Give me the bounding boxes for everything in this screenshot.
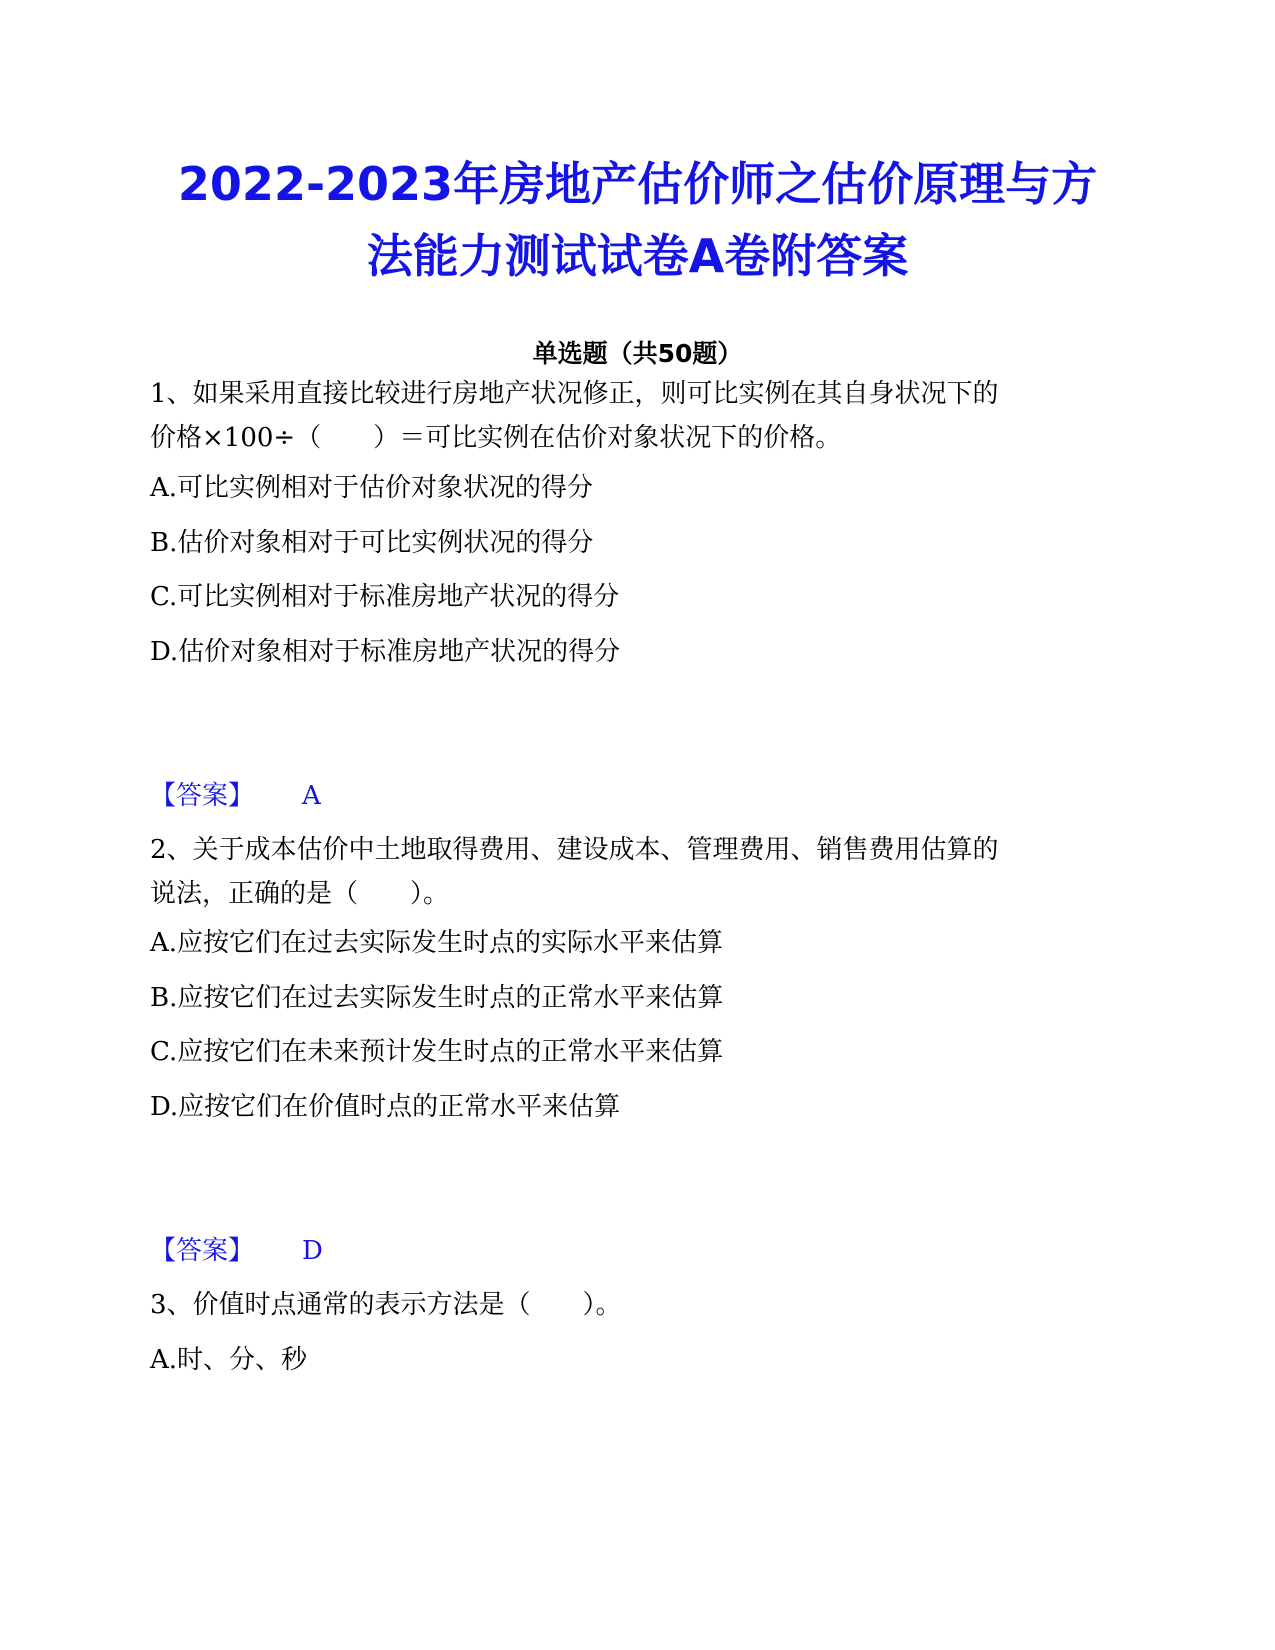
question-1-option-c: C.可比实例相对于标准房地产状况的得分 bbox=[150, 582, 620, 612]
question-1-option-d: D.估价对象相对于标准房地产状况的得分 bbox=[150, 637, 621, 667]
title-line-2: 法能力测试试卷A卷附答案 bbox=[366, 229, 909, 283]
document-title bbox=[100, 148, 1175, 292]
question-3-stem bbox=[150, 1283, 1110, 1327]
question-2-stem-line-2: 说法，正确的是（ ）。 bbox=[150, 879, 450, 909]
question-2-option-c: C.应按它们在未来预计发生时点的正常水平来估算 bbox=[150, 1037, 724, 1067]
question-1-answer bbox=[150, 776, 321, 816]
answer-label: 【答案】 bbox=[150, 1236, 255, 1266]
question-1-option-b: B.估价对象相对于可比实例状况的得分 bbox=[150, 528, 594, 558]
title-line-1: 2022-2023年房地产估价师之估价原理与方 bbox=[177, 157, 1098, 211]
question-2-stem-line-1: 2、关于成本估价中土地取得费用、建设成本、管理费用、销售费用估算的 bbox=[150, 835, 999, 865]
question-2-answer bbox=[150, 1231, 323, 1271]
question-1-stem-line-2: 价格×100÷（ ）＝可比实例在估价对象状况下的价格。 bbox=[150, 423, 842, 453]
question-1-option-a: A.可比实例相对于估价对象状况的得分 bbox=[150, 473, 594, 503]
answer-label: 【答案】 bbox=[150, 781, 255, 811]
question-1-stem-line-1: 1、如果采用直接比较进行房地产状况修正，则可比实例在其自身状况下的 bbox=[150, 379, 999, 409]
question-3-stem-line-1: 3、价值时点通常的表示方法是（ ）。 bbox=[150, 1290, 622, 1320]
answer-value: D bbox=[302, 1236, 323, 1266]
question-2-option-a: A.应按它们在过去实际发生时点的实际水平来估算 bbox=[150, 928, 724, 958]
question-3-option-a: A.时、分、秒 bbox=[150, 1345, 308, 1375]
section-heading: 单选题（共50题） bbox=[532, 339, 743, 368]
question-2-option-b: B.应按它们在过去实际发生时点的正常水平来估算 bbox=[150, 983, 724, 1013]
question-2-option-d: D.应按它们在价值时点的正常水平来估算 bbox=[150, 1092, 621, 1122]
question-2-stem bbox=[150, 828, 1110, 916]
question-1-stem bbox=[150, 372, 1110, 460]
answer-value: A bbox=[302, 781, 321, 811]
